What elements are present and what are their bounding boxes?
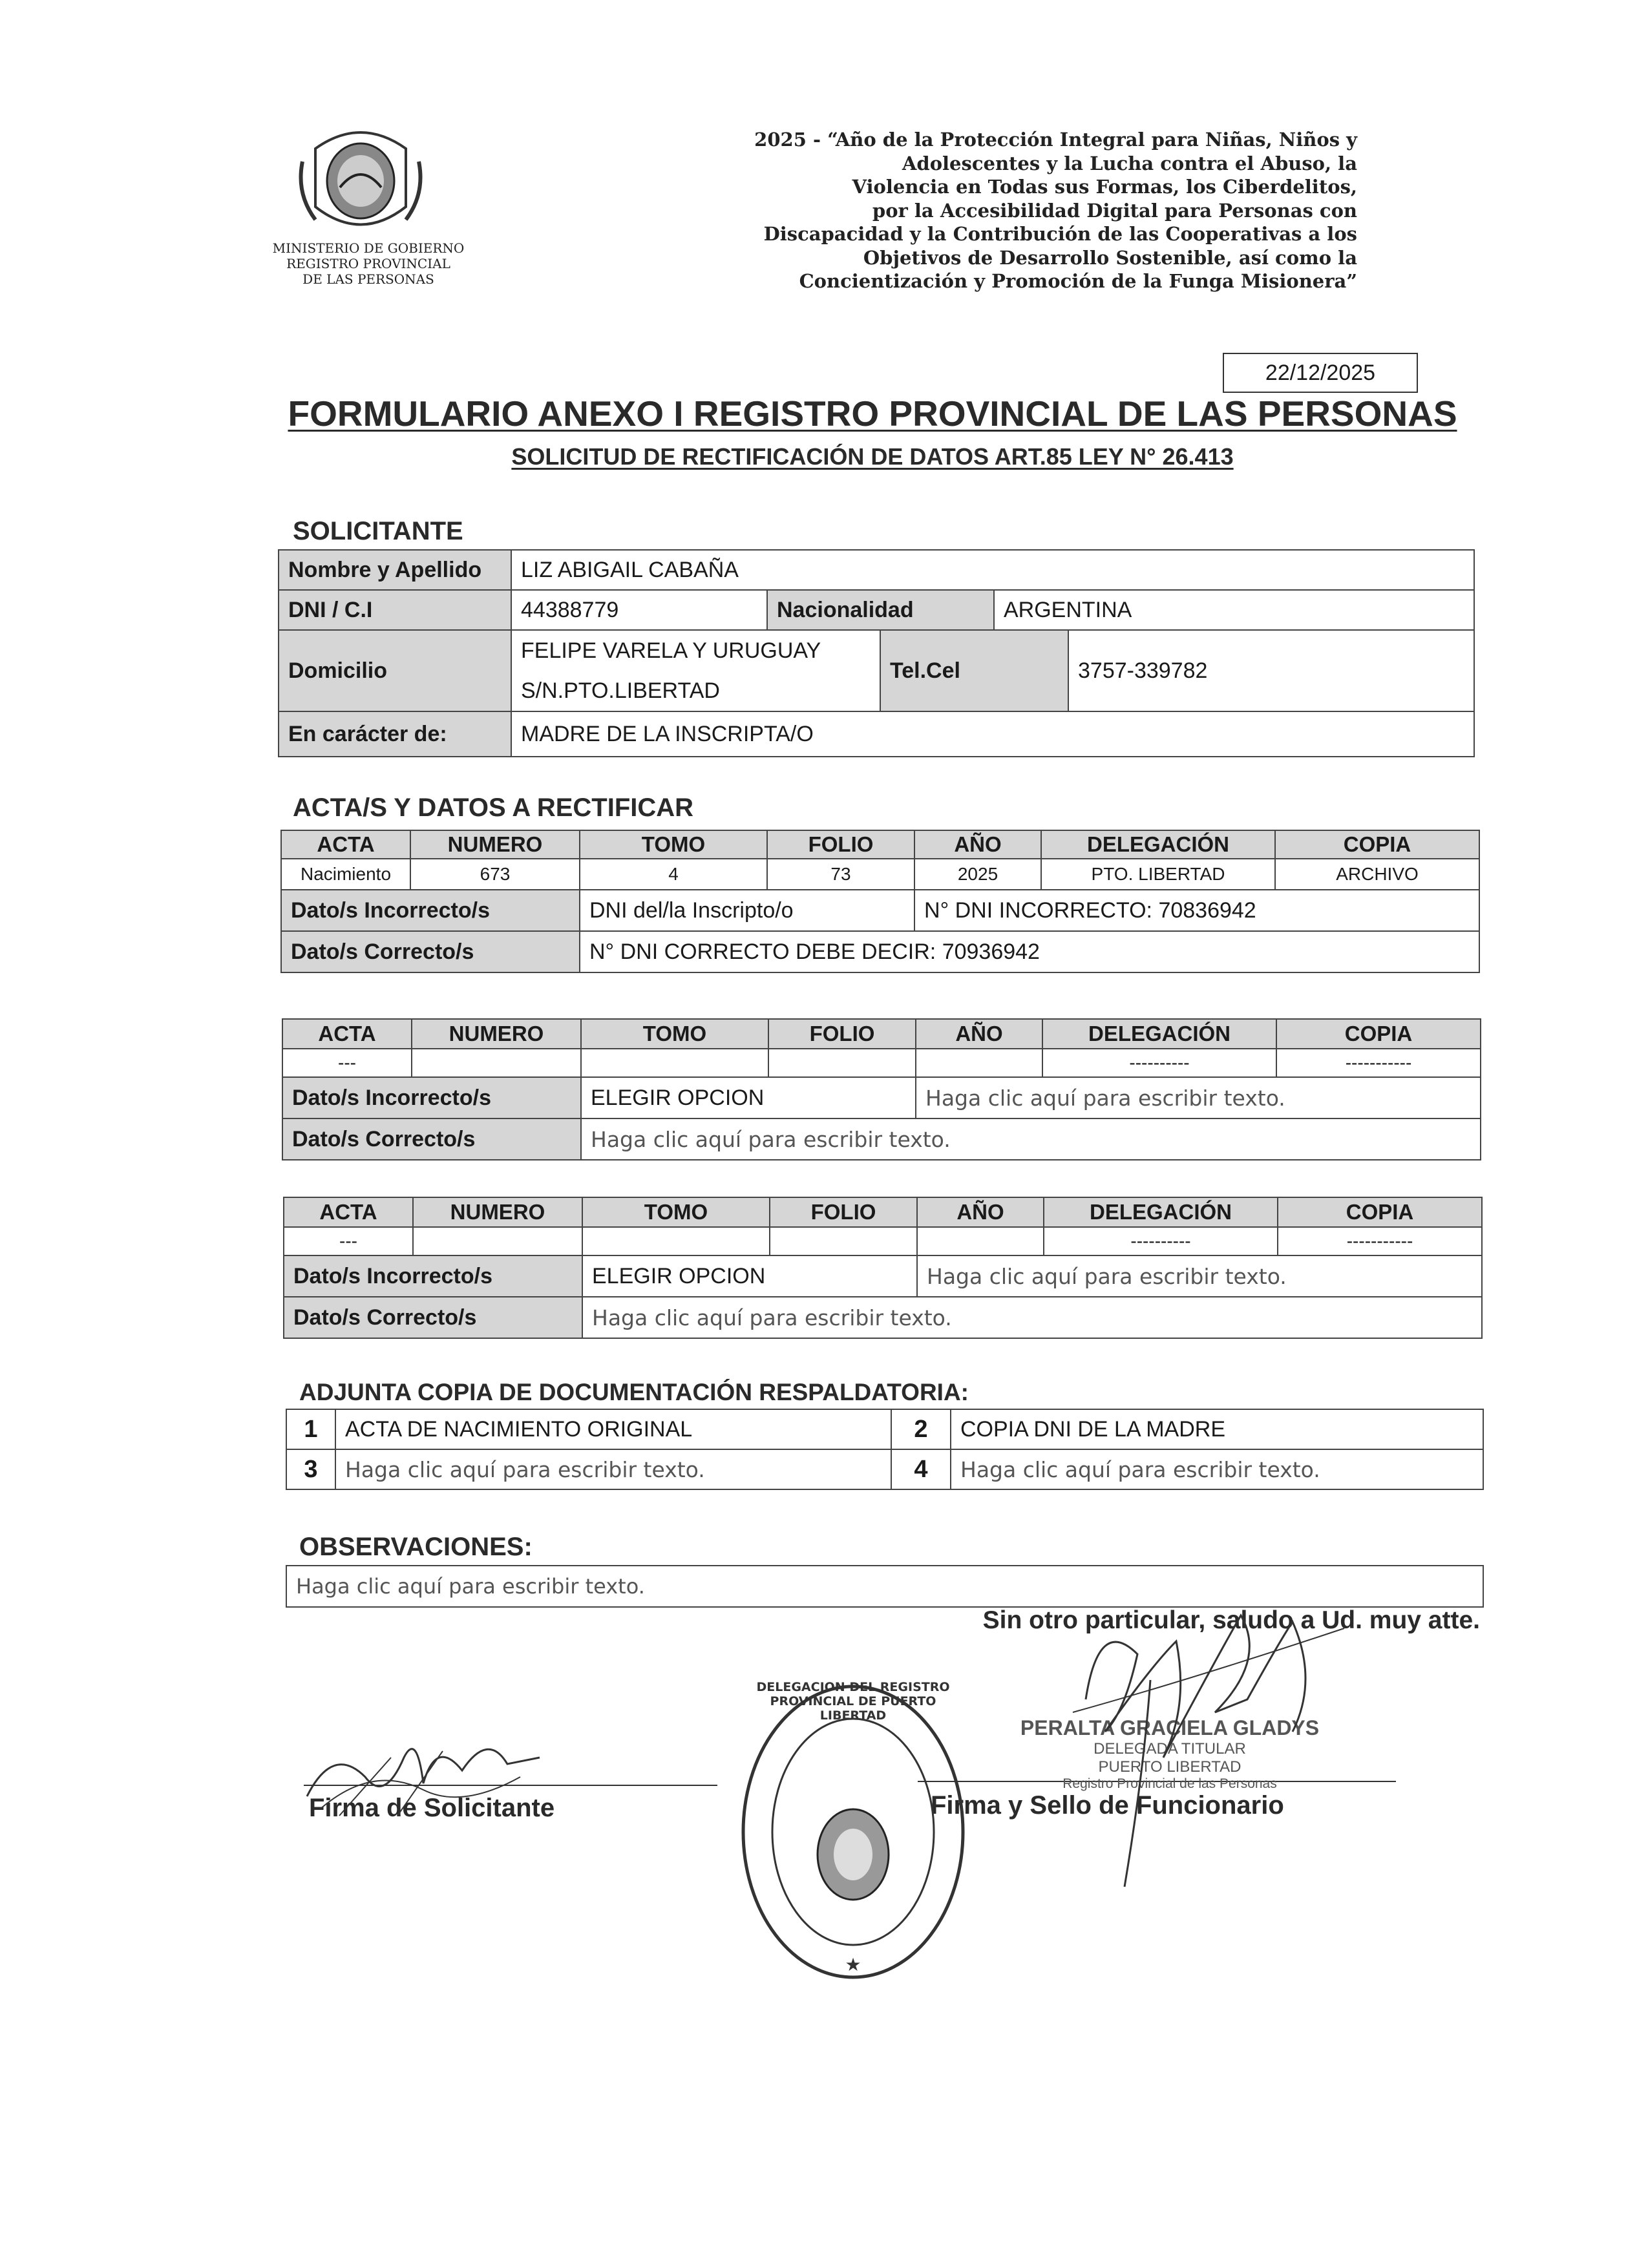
closing-text: Sin otro particular, saludo a Ud. muy atte. [982, 1606, 1480, 1634]
ministry-line: REGISTRO PROVINCIAL [286, 256, 450, 271]
ministry-name [246, 240, 491, 287]
domicilio-line: S/N.PTO.LIBERTAD [521, 678, 720, 703]
incorrect-text-field[interactable]: Haga clic aquí para escribir texto. [917, 1255, 1482, 1297]
tel-field[interactable]: 3757-339782 [1068, 630, 1474, 711]
firma-solicitante-label: Firma de Solicitante [309, 1794, 555, 1822]
col-acta: ACTA [281, 830, 410, 859]
copia-cell[interactable]: ----------- [1276, 1049, 1481, 1077]
solicitante-heading: SOLICITANTE [293, 517, 463, 545]
caracter-field[interactable]: MADRE DE LA INSCRIPTA/O [511, 711, 1474, 757]
incorrect-label: Dato/s Incorrecto/s [284, 1255, 582, 1297]
col-anio: AÑO [916, 1019, 1042, 1049]
domicilio-label: Domicilio [279, 630, 511, 711]
solicitante-signature [294, 1719, 553, 1829]
col-copia: COPIA [1276, 1019, 1481, 1049]
attachment-field[interactable]: Haga clic aquí para escribir texto. [335, 1449, 891, 1489]
caracter-label: En carácter de: [279, 711, 511, 757]
svg-text:★: ★ [845, 1955, 861, 1975]
col-copia: COPIA [1275, 830, 1479, 859]
observaciones-table [286, 1565, 1484, 1608]
adjunta-table [286, 1409, 1484, 1490]
acta-cell[interactable]: Nacimiento [281, 859, 410, 890]
col-anio: AÑO [914, 830, 1041, 859]
folio-cell[interactable] [770, 1227, 917, 1255]
firma-funcionario-label: Firma y Sello de Funcionario [931, 1791, 1284, 1820]
attachment-number: 4 [891, 1449, 951, 1489]
correct-label: Dato/s Correcto/s [282, 1118, 581, 1160]
observaciones-heading: OBSERVACIONES: [299, 1533, 533, 1561]
year-motto [724, 128, 1357, 293]
attachment-number: 1 [286, 1409, 335, 1449]
tomo-cell[interactable]: 4 [580, 859, 767, 890]
col-folio: FOLIO [768, 1019, 916, 1049]
funcionario-signature [1047, 1602, 1435, 1893]
attachment-number: 3 [286, 1449, 335, 1489]
motto-line: Violencia en Todas sus Formas, los Ciberdelitos, [852, 176, 1357, 198]
folio-cell[interactable]: 73 [767, 859, 914, 890]
incorrect-text-field[interactable]: Haga clic aquí para escribir texto. [916, 1077, 1481, 1118]
motto-line: Concientización y Promoción de la Funga Misionera” [799, 270, 1357, 292]
anio-cell[interactable] [917, 1227, 1044, 1255]
incorrect-option-select[interactable]: ELEGIR OPCION [582, 1255, 917, 1297]
incorrect-text-field[interactable]: N° DNI INCORRECTO: 70836942 [914, 890, 1479, 931]
ministry-line: MINISTERIO DE GOBIERNO [272, 240, 465, 256]
stamp-name: PERALTA GRACIELA GLADYS [1020, 1716, 1320, 1739]
delegacion-cell[interactable]: ---------- [1044, 1227, 1278, 1255]
stamp-place: PUERTO LIBERTAD [1098, 1758, 1241, 1776]
date-field[interactable]: 22/12/2025 [1223, 353, 1418, 393]
tel-label: Tel.Cel [880, 630, 1068, 711]
numero-cell[interactable] [412, 1049, 581, 1077]
col-anio: AÑO [917, 1197, 1044, 1227]
correct-text-field[interactable]: N° DNI CORRECTO DEBE DECIR: 70936942 [580, 931, 1479, 972]
delegacion-cell[interactable]: ---------- [1042, 1049, 1276, 1077]
anio-cell[interactable] [916, 1049, 1042, 1077]
registry-seal [737, 1680, 969, 1984]
col-tomo: TOMO [580, 830, 767, 859]
motto-line: Discapacidad y la Contribución de las Cooperativas a los [763, 223, 1357, 245]
folio-cell[interactable] [768, 1049, 916, 1077]
solicitante-table [278, 549, 1475, 757]
attachment-field[interactable]: COPIA DNI DE LA MADRE [951, 1409, 1483, 1449]
nacionalidad-field[interactable]: ARGENTINA [994, 590, 1474, 630]
col-folio: FOLIO [767, 830, 914, 859]
copia-cell[interactable]: ARCHIVO [1275, 859, 1479, 890]
form-subtitle: SOLICITUD DE RECTIFICACIÓN DE DATOS ART.85 LEY N° 26.413 [511, 443, 1234, 470]
nombre-label: Nombre y Apellido [279, 550, 511, 590]
col-tomo: TOMO [581, 1019, 768, 1049]
acta-cell[interactable]: --- [282, 1049, 412, 1077]
stamp-role: DELEGADA TITULAR [1093, 1740, 1246, 1758]
acta-block-1 [280, 830, 1480, 973]
col-folio: FOLIO [770, 1197, 917, 1227]
stamp-org: Registro Provincial de las Personas [1062, 1776, 1277, 1791]
col-numero: NUMERO [412, 1019, 581, 1049]
form-title: FORMULARIO ANEXO I REGISTRO PROVINCIAL DE LAS PERSONAS [288, 394, 1457, 434]
seal-text: DELEGACION DEL REGISTRO PROVINCIAL DE PUERTO LIBERTAD [756, 1680, 950, 1723]
tomo-cell[interactable] [582, 1227, 770, 1255]
incorrect-option-select[interactable]: ELEGIR OPCION [581, 1077, 916, 1118]
attachment-field[interactable]: Haga clic aquí para escribir texto. [951, 1449, 1483, 1489]
acta-block-2 [282, 1018, 1481, 1160]
correct-text-field[interactable]: Haga clic aquí para escribir texto. [581, 1118, 1481, 1160]
attachment-number: 2 [891, 1409, 951, 1449]
correct-label: Dato/s Correcto/s [281, 931, 580, 972]
col-delegacion: DELEGACIÓN [1042, 1019, 1276, 1049]
observaciones-field[interactable]: Haga clic aquí para escribir texto. [286, 1566, 1483, 1607]
nombre-field[interactable]: LIZ ABIGAIL CABAÑA [511, 550, 1474, 590]
domicilio-field[interactable] [511, 630, 880, 711]
actas-heading: ACTA/S Y DATOS A RECTIFICAR [293, 793, 694, 822]
motto-line: Objetivos de Desarrollo Sostenible, así como la [863, 246, 1357, 269]
incorrect-option-select[interactable]: DNI del/la Inscripto/o [580, 890, 914, 931]
correct-label: Dato/s Correcto/s [284, 1297, 582, 1338]
motto-line: por la Accesibilidad Digital para Personas con [872, 199, 1357, 222]
motto-line: 2025 - “Año de la Protección Integral para Niñas, Niños y [754, 129, 1357, 151]
adjunta-heading: ADJUNTA COPIA DE DOCUMENTACIÓN RESPALDATORIA: [299, 1379, 969, 1405]
col-delegacion: DELEGACIÓN [1044, 1197, 1278, 1227]
delegacion-cell[interactable]: PTO. LIBERTAD [1041, 859, 1275, 890]
dni-field[interactable]: 44388779 [511, 590, 767, 630]
copia-cell[interactable]: ----------- [1278, 1227, 1482, 1255]
attachment-field[interactable]: ACTA DE NACIMIENTO ORIGINAL [335, 1409, 891, 1449]
acta-cell[interactable]: --- [284, 1227, 413, 1255]
col-delegacion: DELEGACIÓN [1041, 830, 1275, 859]
nacionalidad-label: Nacionalidad [767, 590, 994, 630]
correct-text-field[interactable]: Haga clic aquí para escribir texto. [582, 1297, 1482, 1338]
col-acta: ACTA [284, 1197, 413, 1227]
domicilio-line: FELIPE VARELA Y URUGUAY [521, 638, 821, 663]
ministry-line: DE LAS PERSONAS [302, 271, 434, 287]
incorrect-label: Dato/s Incorrecto/s [282, 1077, 581, 1118]
tomo-cell[interactable] [581, 1049, 768, 1077]
col-copia: COPIA [1278, 1197, 1482, 1227]
numero-cell[interactable]: 673 [410, 859, 580, 890]
dni-label: DNI / C.I [279, 590, 511, 630]
col-numero: NUMERO [413, 1197, 582, 1227]
acta-block-3 [283, 1197, 1483, 1339]
motto-line: Adolescentes y la Lucha contra el Abuso, la [902, 152, 1357, 174]
col-tomo: TOMO [582, 1197, 770, 1227]
provincial-coat-of-arms-logo [290, 123, 432, 239]
numero-cell[interactable] [413, 1227, 582, 1255]
anio-cell[interactable]: 2025 [914, 859, 1041, 890]
col-acta: ACTA [282, 1019, 412, 1049]
col-numero: NUMERO [410, 830, 580, 859]
incorrect-label: Dato/s Incorrecto/s [281, 890, 580, 931]
